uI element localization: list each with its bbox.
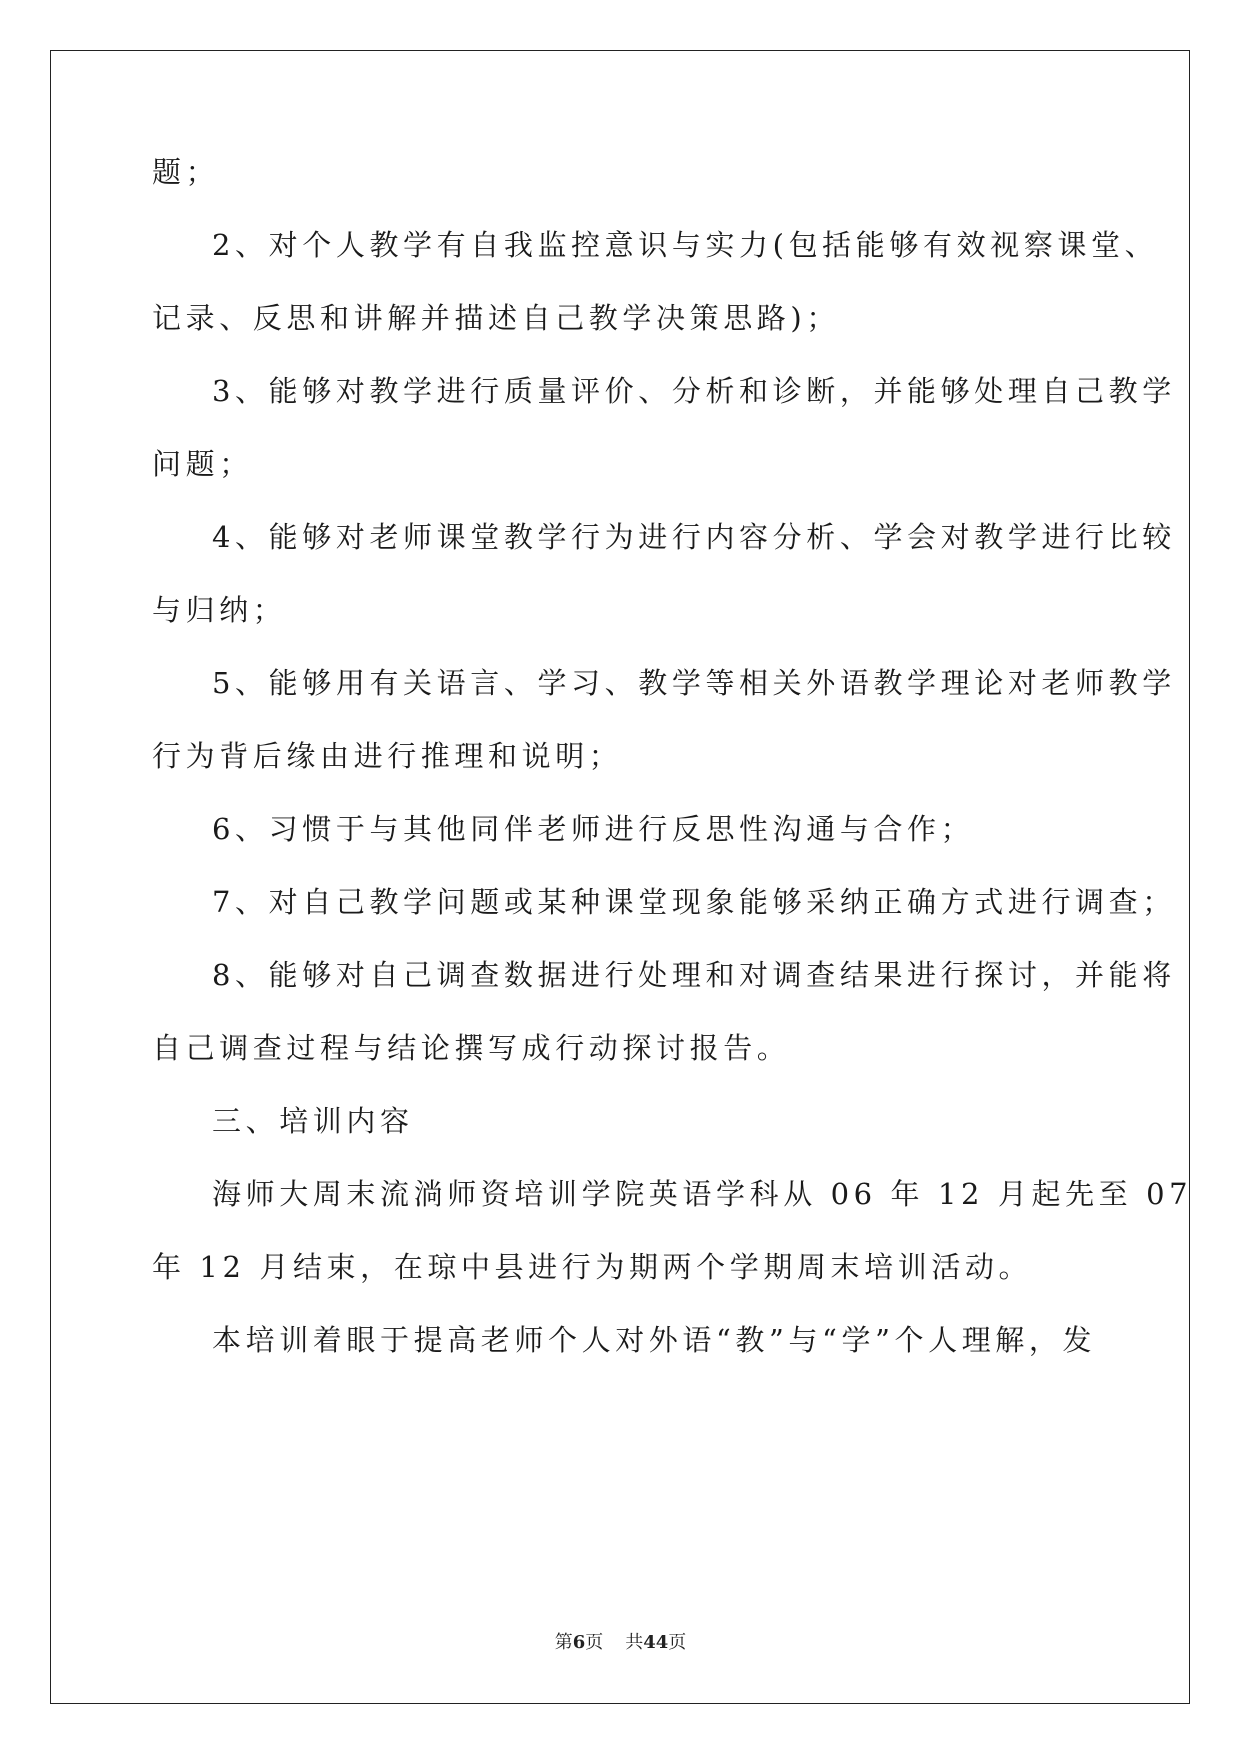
text-line: 年 12 月结束，在琼中县进行为期两个学期周末培训活动。 bbox=[152, 1250, 1033, 1284]
text-line: 3、能够对教学进行质量评价、分析和诊断，并能够处理自己教学 bbox=[212, 374, 1176, 408]
text-line: 行为背后缘由进行推理和说明； bbox=[152, 739, 623, 773]
page-footer bbox=[0, 1628, 1241, 1654]
total-page-count: 44 bbox=[643, 1632, 669, 1653]
text-line: 本培训着眼于提高老师个人对外语“教”与“学”个人理解，发 bbox=[212, 1323, 1097, 1357]
text-line: 4、能够对老师课堂教学行为进行内容分析、学会对教学进行比较 bbox=[212, 520, 1176, 554]
text-line: 问题； bbox=[152, 447, 253, 481]
text-line: 海师大周末流淌师资培训学院英语学科从 06 年 12 月起先至 07 bbox=[212, 1177, 1193, 1211]
text-line: 记录、反思和讲解并描述自己教学决策思路)； bbox=[152, 301, 840, 335]
text-line: 题； bbox=[152, 155, 220, 189]
footer-total-prefix: 共 bbox=[625, 1632, 644, 1653]
footer-prefix: 第 bbox=[554, 1632, 573, 1653]
text-line: 2、对个人教学有自我监控意识与实力(包括能够有效视察课堂、 bbox=[212, 228, 1159, 262]
footer-total-suffix: 页 bbox=[668, 1632, 687, 1653]
footer-page-suffix: 页 bbox=[585, 1632, 604, 1653]
text-line: 自己调查过程与结论撰写成行动探讨报告。 bbox=[152, 1031, 791, 1065]
section-heading: 三、培训内容 bbox=[212, 1104, 414, 1138]
text-line: 与归纳； bbox=[152, 593, 287, 627]
text-line: 6、习惯于与其他同伴老师进行反思性沟通与合作； bbox=[212, 812, 975, 846]
text-line: 8、能够对自己调查数据进行处理和对调查结果进行探讨，并能将 bbox=[212, 958, 1176, 992]
text-line: 7、对自己教学问题或某种课堂现象能够采纳正确方式进行调查； bbox=[212, 885, 1176, 919]
current-page-number: 6 bbox=[572, 1632, 586, 1653]
text-line: 5、能够用有关语言、学习、教学等相关外语教学理论对老师教学 bbox=[212, 666, 1176, 700]
